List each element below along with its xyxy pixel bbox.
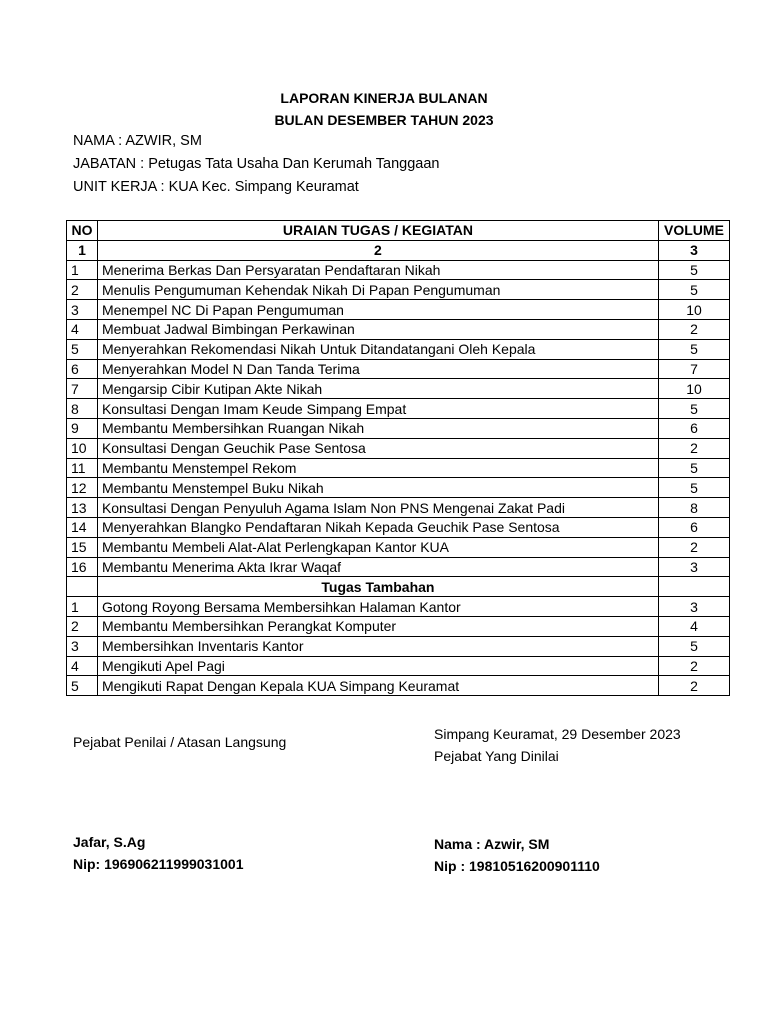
row-volume: 4 xyxy=(658,616,729,636)
table-row xyxy=(67,458,730,478)
row-task: Membantu Menerima Akta Ikrar Waqaf xyxy=(97,557,658,577)
table-header-row xyxy=(67,221,730,241)
row-no: 16 xyxy=(67,557,98,577)
assessor-nip: Nip: 196906211999031001 xyxy=(73,856,244,872)
extra-section-row xyxy=(67,577,730,597)
report-title: LAPORAN KINERJA BULANAN xyxy=(280,90,488,106)
assessor-name: Jafar, S.Ag xyxy=(73,834,146,850)
row-volume: 6 xyxy=(658,418,729,438)
row-no: 14 xyxy=(67,517,98,537)
row-volume: 6 xyxy=(658,517,729,537)
row-no: 12 xyxy=(67,478,98,498)
row-no: 1 xyxy=(67,260,98,280)
row-no: 3 xyxy=(67,300,98,320)
row-no: 2 xyxy=(67,280,98,300)
row-no: 9 xyxy=(67,418,98,438)
row-task: Menempel NC Di Papan Pengumuman xyxy=(97,300,658,320)
row-no: 1 xyxy=(67,597,98,617)
row-task: Konsultasi Dengan Imam Keude Simpang Empat xyxy=(97,399,658,419)
table-row xyxy=(67,260,730,280)
row-volume: 5 xyxy=(658,636,729,656)
table-row xyxy=(67,359,730,379)
row-volume: 2 xyxy=(658,438,729,458)
row-no: 4 xyxy=(67,319,98,339)
assessed-name: Nama : Azwir, SM xyxy=(434,836,550,852)
extra-section-no xyxy=(67,577,98,597)
row-volume: 5 xyxy=(658,458,729,478)
row-volume: 10 xyxy=(658,379,729,399)
row-volume: 2 xyxy=(658,656,729,676)
table-row xyxy=(67,399,730,419)
employee-unit: UNIT KERJA : KUA Kec. Simpang Keuramat xyxy=(73,179,359,195)
table-row xyxy=(67,616,730,636)
row-no: 2 xyxy=(67,616,98,636)
row-volume: 10 xyxy=(658,300,729,320)
index-no: 1 xyxy=(67,240,98,260)
row-no: 7 xyxy=(67,379,98,399)
table-row xyxy=(67,557,730,577)
table-row xyxy=(67,339,730,359)
row-task: Membantu Membeli Alat-Alat Perlengkapan Kantor KUA xyxy=(97,537,658,557)
extra-section-label: Tugas Tambahan xyxy=(97,577,658,597)
employee-position: JABATAN : Petugas Tata Usaha Dan Kerumah Tanggaan xyxy=(73,156,440,172)
table-row xyxy=(67,300,730,320)
row-no: 8 xyxy=(67,399,98,419)
row-task: Konsultasi Dengan Geuchik Pase Sentosa xyxy=(97,438,658,458)
row-volume: 5 xyxy=(658,478,729,498)
row-task: Membantu Menstempel Buku Nikah xyxy=(97,478,658,498)
row-task: Menulis Pengumuman Kehendak Nikah Di Papan Pengumuman xyxy=(97,280,658,300)
row-volume: 7 xyxy=(658,359,729,379)
row-volume: 2 xyxy=(658,537,729,557)
row-task: Mengarsip Cibir Kutipan Akte Nikah xyxy=(97,379,658,399)
row-no: 10 xyxy=(67,438,98,458)
table-row xyxy=(67,517,730,537)
table-row xyxy=(67,438,730,458)
table-row xyxy=(67,537,730,557)
assessed-nip: Nip : 19810516200901110 xyxy=(434,858,600,874)
table-row xyxy=(67,280,730,300)
header-no: NO xyxy=(67,221,98,241)
employee-name: NAMA : AZWIR, SM xyxy=(73,133,202,149)
row-volume: 3 xyxy=(658,597,729,617)
place-date: Simpang Keuramat, 29 Desember 2023 xyxy=(434,726,681,742)
table-row xyxy=(67,379,730,399)
row-volume: 2 xyxy=(658,319,729,339)
row-volume: 3 xyxy=(658,557,729,577)
row-volume: 5 xyxy=(658,280,729,300)
row-no: 4 xyxy=(67,656,98,676)
task-table xyxy=(66,220,730,696)
row-volume: 5 xyxy=(658,399,729,419)
header-volume: VOLUME xyxy=(658,221,729,241)
report-period: BULAN DESEMBER TAHUN 2023 xyxy=(274,112,494,128)
row-task: Menyerahkan Model N Dan Tanda Terima xyxy=(97,359,658,379)
row-volume: 2 xyxy=(658,676,729,696)
table-row xyxy=(67,418,730,438)
index-task: 2 xyxy=(97,240,658,260)
extra-task-rows xyxy=(67,597,730,696)
table-row xyxy=(67,656,730,676)
row-no: 6 xyxy=(67,359,98,379)
table-row xyxy=(67,636,730,656)
table-row xyxy=(67,498,730,518)
row-task: Mengikuti Rapat Dengan Kepala KUA Simpang Keuramat xyxy=(97,676,658,696)
row-no: 5 xyxy=(67,676,98,696)
row-volume: 5 xyxy=(658,260,729,280)
row-task: Menerima Berkas Dan Persyaratan Pendaftaran Nikah xyxy=(97,260,658,280)
table-row xyxy=(67,597,730,617)
row-volume: 5 xyxy=(658,339,729,359)
assessed-role: Pejabat Yang Dinilai xyxy=(434,748,559,764)
table-row xyxy=(67,478,730,498)
row-no: 5 xyxy=(67,339,98,359)
header-task: URAIAN TUGAS / KEGIATAN xyxy=(97,221,658,241)
row-task: Menyerahkan Rekomendasi Nikah Untuk Ditandatangani Oleh Kepala xyxy=(97,339,658,359)
row-task: Membantu Membersihkan Perangkat Komputer xyxy=(97,616,658,636)
table-index-row xyxy=(67,240,730,260)
row-no: 3 xyxy=(67,636,98,656)
main-task-rows xyxy=(67,260,730,577)
row-no: 13 xyxy=(67,498,98,518)
index-volume: 3 xyxy=(658,240,729,260)
row-task: Membersihkan Inventaris Kantor xyxy=(97,636,658,656)
row-task: Membantu Membersihkan Ruangan Nikah xyxy=(97,418,658,438)
row-task: Membantu Menstempel Rekom xyxy=(97,458,658,478)
table-row xyxy=(67,676,730,696)
row-task: Membuat Jadwal Bimbingan Perkawinan xyxy=(97,319,658,339)
row-task: Gotong Royong Bersama Membersihkan Halaman Kantor xyxy=(97,597,658,617)
row-no: 15 xyxy=(67,537,98,557)
assessor-role: Pejabat Penilai / Atasan Langsung xyxy=(73,734,287,750)
row-no: 11 xyxy=(67,458,98,478)
row-volume: 8 xyxy=(658,498,729,518)
row-task: Menyerahkan Blangko Pendaftaran Nikah Kepada Geuchik Pase Sentosa xyxy=(97,517,658,537)
row-task: Konsultasi Dengan Penyuluh Agama Islam Non PNS Mengenai Zakat Padi xyxy=(97,498,658,518)
table-row xyxy=(67,319,730,339)
row-task: Mengikuti Apel Pagi xyxy=(97,656,658,676)
extra-section-volume xyxy=(658,577,729,597)
